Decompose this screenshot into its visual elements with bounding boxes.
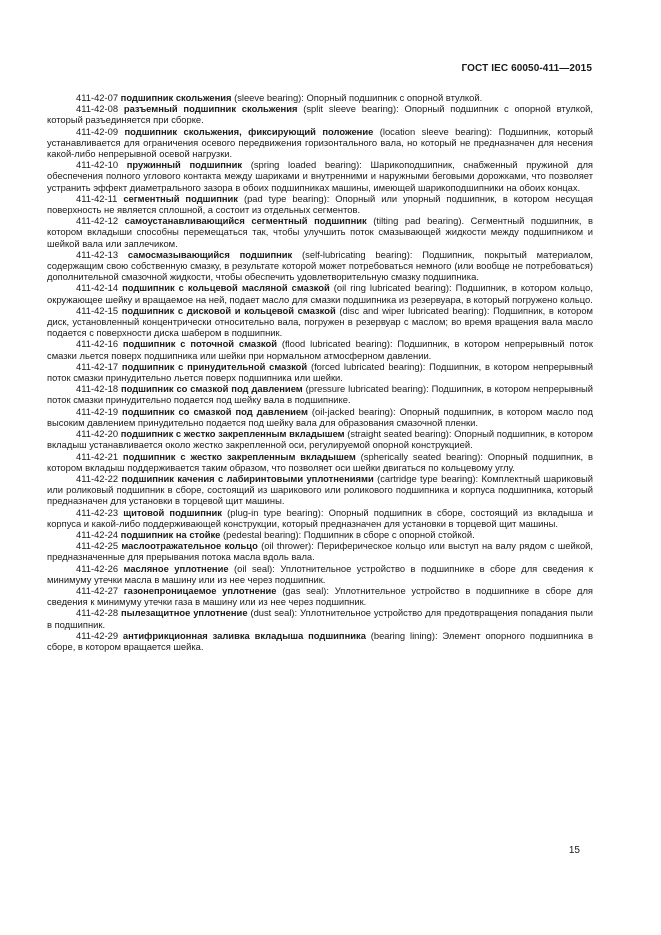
term-definition: (oil-jacked bearing): Опорный подшипник, в котором масло под высоким давлением принудительно подается под шейку вала для образования смазочной пленки. [47,405,593,428]
term-definition: (spherically seated bearing): Опорный подшипник, в котором вкладыш поддерживается таким образом, что позволяет оси шейки двигаться по кольцевому углу. [47,450,593,473]
term-entry [47,507,593,529]
term-definition: (location sleeve bearing): Подшипник, который устанавливается для ограничения осевого передвижения горизонтального вала, но который не предназначен для несения какой-либо непрерывной осевой нагрузки. [47,125,593,160]
term-definition: (spring loaded bearing): Шарикоподшипник, снабженный пружиной для обеспечения полного углового контакта между шариками и внутренними и наружными беговыми дорожками, что позволяет устранить эффект диаметрального зазора в обоих подшипниках машины, имеющей шарикоподшипники на обоих концах. [47,159,593,193]
term-number: 411-42-11 [76,192,118,204]
term-definition: (cartridge type bearing): Комплектный шариковый или роликовый подшипник в сборе, состоящий из шарикового или роликового подшипника и корпуса подшипника, который предназначен для установки в торцевой щит машины. [47,472,593,507]
term-number: 411-42-28 [76,607,119,619]
term-definition: (sleeve bearing): Опорный подшипник с опорной втулкой. [231,92,483,103]
standard-header: ГОСТ IEC 60050-411—2015 [461,63,592,74]
term-number: 411-42-08 [76,103,119,115]
term-definition: (flood lubricated bearing): Подшипник, в котором непрерывный поток смазки льется поверх подшипника или шейки при нормальном атмосферном давлении. [47,338,593,361]
term-number: 411-42-29 [76,629,119,641]
term-number: 411-42-25 [76,540,119,552]
term-entry [47,103,593,125]
term-title: подшипник с принудительной смазкой [121,360,308,372]
term-definition: (disc and wiper lubricated bearing): Подшипник, в котором диск, установленный концентрически относительно вала, погружен в резервуар с маслом; во время вращения вала масло подается с поверхности диска шабером в подшипник. [47,304,593,339]
term-entry [47,630,593,652]
term-title: подшипник с поточной смазкой [122,338,277,350]
term-number: 411-42-09 [76,125,119,137]
term-number: 411-42-23 [76,506,119,518]
term-entry [47,585,593,607]
term-definition: (forced lubricated bearing): Подшипник, в котором непрерывный поток смазки принудительно льется поверх подшипника или шейки. [47,360,594,384]
term-entry [47,305,593,339]
term-entry [47,193,593,215]
term-entry [47,282,593,304]
term-title: подшипник со смазкой под давлением [122,405,308,417]
term-title: антифрикционная заливка вкладыша подшипника [122,629,366,641]
term-number: 411-42-21 [76,450,119,462]
term-definition: (plug-in type bearing): Опорный подшипник в сборе, состоящий из вкладыша и корпуса и какой-либо поддерживающей конструкции, который предназначен для установки в торцевой щит машины. [47,506,593,529]
term-title: пружинный подшипник [126,159,243,171]
term-entry [47,563,593,585]
term-title: сегментный подшипник [123,192,239,204]
term-number: 411-42-26 [76,562,119,574]
term-number: 411-42-13 [76,248,119,260]
term-entry [47,540,593,562]
term-entry [47,338,593,360]
term-entry [47,529,593,540]
term-title: разъемный подшипник скольжения [123,103,298,115]
term-entry [47,215,593,249]
term-title: газонепроницаемое уплотнение [123,584,277,596]
term-title: подшипник качения с лабиринтовыми уплотнениями [121,472,374,484]
term-entry [47,361,593,383]
term-entry [47,159,593,193]
page-number: 15 [568,845,580,856]
term-number: 411-42-24 [76,528,119,540]
term-entry [47,406,593,428]
term-entry [47,92,593,103]
term-number: 411-42-16 [76,338,119,350]
term-definition: (oil thrower): Периферическое кольцо или выступ на валу рядом с шейкой, предназначенные для прерывания потока масла вдоль вала. [47,540,593,563]
term-definition: (tilting pad bearing). Сегментный подшипник, в котором вкладыши способны перемещаться так, чтобы улучшить поток смазывающей жидкости между подшипником и шейкой вала или заплечиком. [47,215,593,249]
term-entry [47,607,593,629]
term-definition: (pedestal bearing): Подшипник в сборе с опорной стойкой. [220,528,475,540]
term-entry [47,249,593,283]
term-title: подшипник на стойке [120,528,221,540]
term-entry [47,383,593,405]
term-title: подшипник скольжения [120,92,232,103]
term-definition: (split sleeve bearing): Опорный подшипник с опорной втулкой, который разъединяется при сборке. [47,103,594,126]
term-number: 411-42-07 [76,92,119,103]
term-number: 411-42-19 [76,405,119,417]
term-number: 411-42-15 [76,304,119,316]
term-title: подшипник со смазкой под давлением [120,383,303,395]
term-title: подшипник скольжения, фиксирующий положение [124,125,374,137]
term-definition: (straight seated bearing): Опорный подшипник, в котором вкладыш устанавливается около жестко закрепленной оси, регулируемой опорной конструкцией. [47,428,593,451]
term-definition: (oil seal): Уплотнительное устройство в подшипнике в сборе для сведения к минимуму утечки масла в машину или из нее через подшипник. [47,562,594,585]
term-list [47,92,593,652]
term-definition: (gas seal): Уплотнительное устройство в подшипнике в сборе для сведения к минимуму утечки газа в машину или из нее через подшипник. [47,584,594,608]
term-number: 411-42-17 [76,360,119,372]
term-title: щитовой подшипник [123,506,222,518]
term-definition: (bearing lining): Элемент опорного подшипника в сборе, в котором вращается шейка. [47,629,594,652]
term-entry [47,428,593,450]
term-number: 411-42-27 [76,584,119,596]
term-entry [47,473,593,507]
term-definition: (self-lubricating bearing): Подшипник, покрытый материалом, содержащим свою собственную смазку, в результате которой может потребоваться немного (или вообще не потребоваться) дополнительной смазочной жидкости, чтобы обеспечить удовлетворительную смазку подшипника. [47,248,594,283]
term-title: маслоотражательное кольцо [121,540,258,552]
term-title: подшипник с кольцевой масляной смазкой [122,282,330,294]
term-number: 411-42-18 [76,383,119,395]
term-definition: (pressure lubricated bearing): Подшипник, в котором непрерывный поток смазки принудительно подается под шейку вала в подшипнике. [47,383,593,406]
term-title: подшипник с дисковой и кольцевой смазкой [121,304,336,316]
term-title: самосмазывающийся подшипник [127,248,293,260]
term-number: 411-42-10 [76,159,119,171]
term-entry [47,126,593,160]
term-definition: (dust seal): Уплотнительное устройство для предотвращения попадания пыли в подшипник. [47,607,593,630]
term-number: 411-42-14 [76,282,119,294]
term-entry [47,451,593,473]
term-title: пылезащитное уплотнение [120,607,248,619]
term-title: самоустанавливающийся сегментный подшипник [124,215,367,227]
term-number: 411-42-22 [76,472,119,484]
term-number: 411-42-20 [76,428,119,440]
term-title: масляное уплотнение [123,562,229,574]
term-definition: (pad type bearing): Опорный или упорный подшипник, в котором несущая поверхность не является сплошной, а состоит из отдельных сегментов. [47,192,593,216]
term-number: 411-42-12 [76,215,119,227]
term-title: подшипник с жестко закрепленным вкладышем [122,450,356,462]
term-title: подшипник с жестко закрепленным вкладышем [120,428,345,440]
term-definition: (oil ring lubricated bearing): Подшипник, в котором кольцо, окружающее шейку и вращаемое на ней, подает масло для смазки подшипника из резервуара, в который погружено кольцо. [47,282,593,305]
